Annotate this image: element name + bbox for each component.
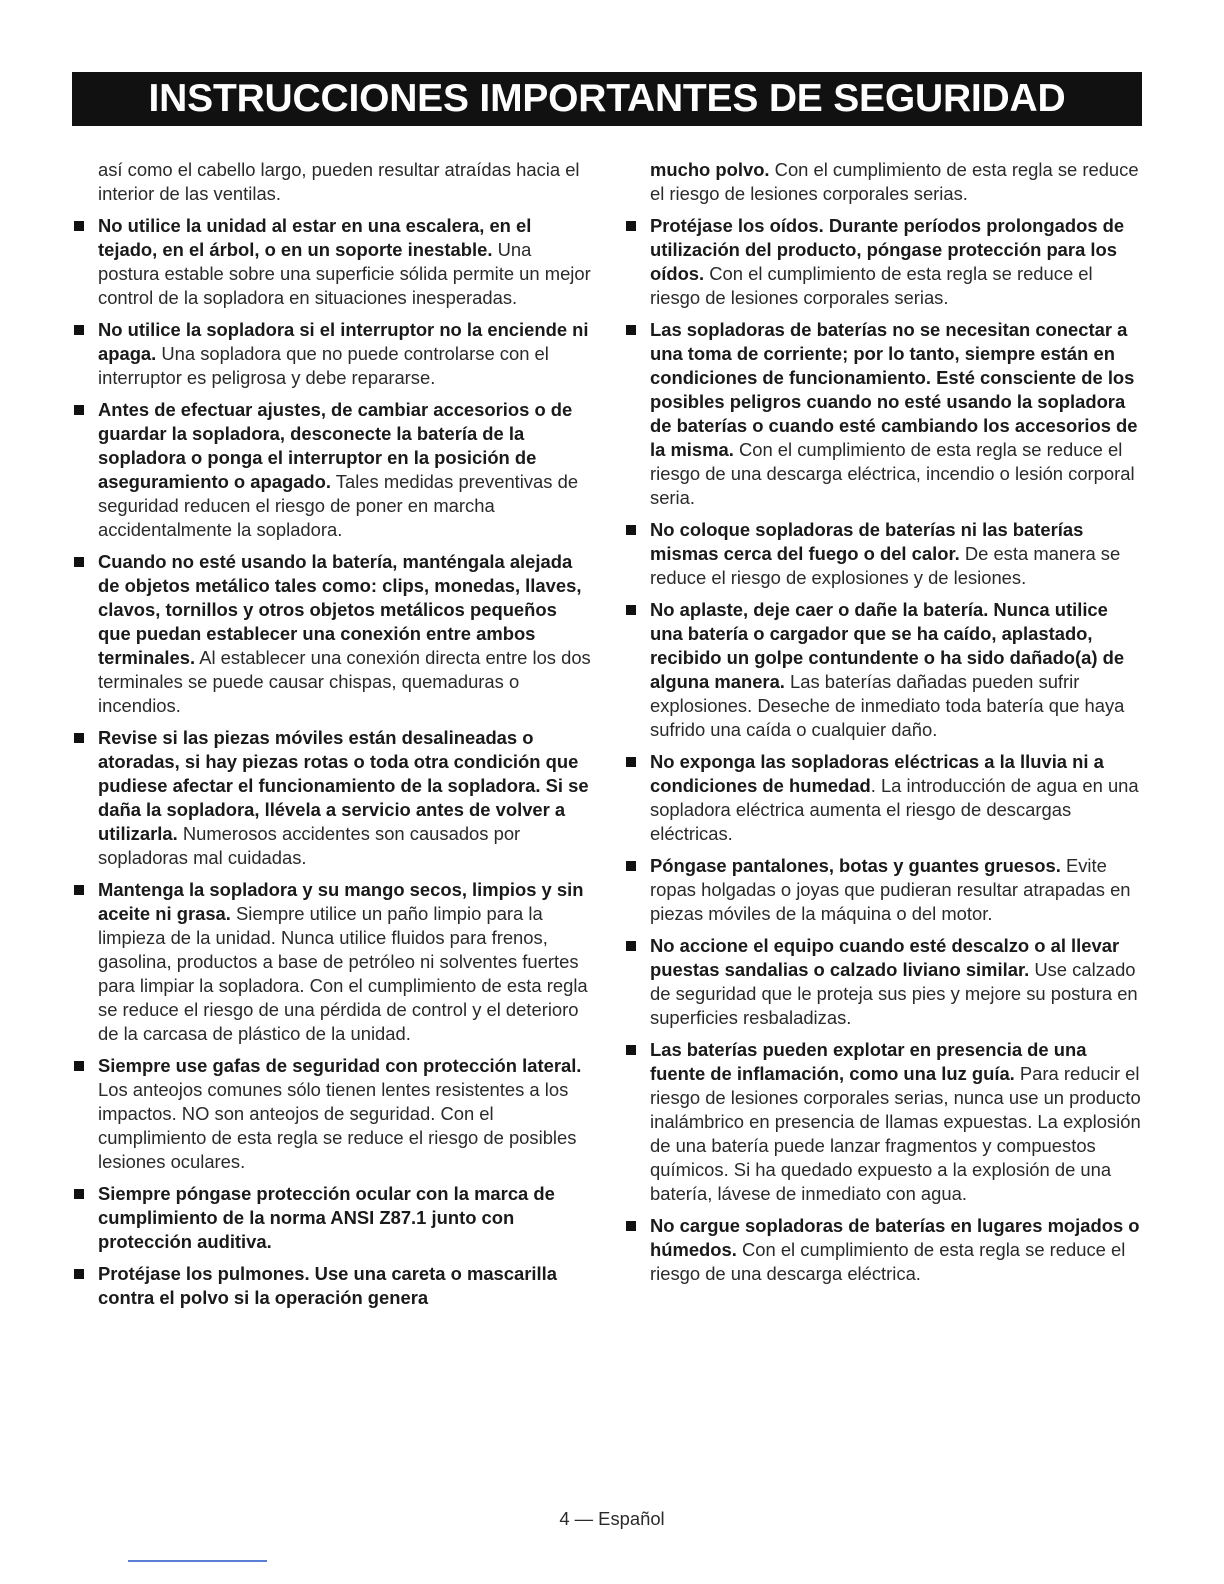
square-bullet-icon [626, 1221, 636, 1231]
safety-item [624, 598, 1144, 742]
continued-bold: mucho polvo. [650, 159, 770, 180]
square-bullet-icon [626, 221, 636, 231]
safety-item [72, 878, 592, 1046]
safety-item-heading: No cargue sopladoras de baterías en lugares mojados o húmedos. [650, 1215, 1140, 1260]
safety-item [72, 726, 592, 870]
continued-text: Con el cumplimiento de esta regla se reduce el riesgo de lesiones corporales serias. [650, 159, 1139, 204]
safety-item [624, 318, 1144, 510]
safety-item [72, 398, 592, 542]
square-bullet-icon [626, 1045, 636, 1055]
safety-item-text: Una sopladora que no puede controlarse con el interruptor es peligrosa y debe repararse. [98, 343, 549, 388]
page-title-banner: INSTRUCCIONES IMPORTANTES DE SEGURIDAD [72, 72, 1142, 126]
safety-item-heading: Mantenga la sopladora y su mango secos, limpios y sin aceite ni grasa. [98, 879, 584, 924]
safety-item-heading: Las sopladoras de baterías no se necesitan conectar a una toma de corriente; por lo tanto, siempre están en condiciones de funcionamiento. Esté consciente de los posibles peligros cuando no esté usando la sopladora de baterías o cuando esté cambiando los accesorios de la misma. [650, 319, 1138, 460]
safety-item-heading: Antes de efectuar ajustes, de cambiar accesorios o de guardar la sopladora, desconecte la batería de la sopladora o ponga el interruptor en la posición de aseguramiento o apagado. [98, 399, 573, 492]
safety-item [624, 214, 1144, 310]
square-bullet-icon [74, 325, 84, 335]
square-bullet-icon [74, 733, 84, 743]
safety-item-heading: Protéjase los pulmones. Use una careta o mascarilla contra el polvo si la operación genera [98, 1263, 557, 1308]
safety-item-text: Con el cumplimiento de esta regla se reduce el riesgo de lesiones corporales serias. [650, 263, 1093, 308]
safety-item-text: Tales medidas preventivas de seguridad reducen el riesgo de poner en marcha accidentalmente la sopladora. [98, 471, 579, 540]
square-bullet-icon [74, 405, 84, 415]
safety-list-left [72, 214, 592, 1310]
continued-paragraph: así como el cabello largo, pueden resultar atraídas hacia el interior de las ventilas. [98, 159, 580, 204]
safety-item-text: Las baterías dañadas pueden sufrir explosiones. Deseche de inmediato toda batería que haya sufrido una caída o cualquier daño. [650, 671, 1125, 740]
safety-item [624, 854, 1144, 926]
safety-item [72, 550, 592, 718]
safety-item-heading: No exponga las sopladoras eléctricas a la lluvia ni a condiciones de humedad [650, 751, 1104, 796]
safety-item-text: Use calzado de seguridad que le proteja sus pies y mejore su postura en superficies resbaladizas. [650, 959, 1138, 1028]
page-footer: 4 — Español [559, 1508, 665, 1529]
safety-item-heading: No accione el equipo cuando esté descalzo o al llevar puestas sandalias o calzado liviano similar. [650, 935, 1120, 980]
left-column [72, 158, 592, 1318]
safety-item-heading: No aplaste, deje caer o dañe la batería. Nunca utilice una batería o cargador que se ha caído, aplastado, recibido un golpe contundente o ha sido dañado(a) de alguna manera. [650, 599, 1125, 692]
square-bullet-icon [626, 941, 636, 951]
safety-item [624, 518, 1144, 590]
square-bullet-icon [74, 885, 84, 895]
safety-item-text: . La introducción de agua en una sopladora eléctrica aumenta el riesgo de descargas eléctricas. [650, 775, 1139, 844]
safety-item-heading: Protéjase los oídos. Durante períodos prolongados de utilización del producto, póngase protección para los oídos. [650, 215, 1125, 284]
square-bullet-icon [626, 525, 636, 535]
safety-list-right [624, 214, 1144, 1286]
safety-item [624, 934, 1144, 1030]
footer-rule [128, 1560, 267, 1562]
safety-item [624, 750, 1144, 846]
safety-item-text: Numerosos accidentes son causados por sopladoras mal cuidadas. [98, 823, 521, 868]
square-bullet-icon [74, 1061, 84, 1071]
safety-item-text: Siempre utilice un paño limpio para la limpieza de la unidad. Nunca utilice fluidos para frenos, gasolina, productos a base de petróleo ni solventes fuertes para limpiar la sopladora. Con el cumplimiento de esta regla se reduce el riesgo de una pérdida de control y el deterioro de la carcasa de plástico de la unidad. [98, 903, 588, 1044]
safety-item [72, 1054, 592, 1174]
square-bullet-icon [74, 557, 84, 567]
right-column [624, 158, 1144, 1294]
safety-item [72, 214, 592, 310]
safety-item-text: De esta manera se reduce el riesgo de explosiones y de lesiones. [650, 543, 1121, 588]
square-bullet-icon [74, 1269, 84, 1279]
square-bullet-icon [626, 861, 636, 871]
safety-item-heading: Las baterías pueden explotar en presencia de una fuente de inflamación, como una luz guía. [650, 1039, 1087, 1084]
safety-item [72, 1182, 592, 1254]
safety-item-text: Al establecer una conexión directa entre los dos terminales se puede causar chispas, quemaduras o incendios. [98, 647, 591, 716]
safety-item [624, 1214, 1144, 1286]
safety-item [72, 318, 592, 390]
safety-item-heading: No utilice la sopladora si el interruptor no la enciende ni apaga. [98, 319, 589, 364]
safety-item-heading: Siempre use gafas de seguridad con protección lateral. [98, 1055, 582, 1076]
safety-item [72, 1262, 592, 1310]
safety-item-text: Con el cumplimiento de esta regla se reduce el riesgo de una descarga eléctrica. [650, 1239, 1126, 1284]
safety-item-heading: Siempre póngase protección ocular con la marca de cumplimiento de la norma ANSI Z87.1 junto con protección auditiva. [98, 1183, 555, 1252]
continued-paragraph [650, 158, 1144, 206]
safety-item-heading: Revise si las piezas móviles están desalineadas o atoradas, si hay piezas rotas o toda otra condición que pudiese afectar el funcionamiento de la sopladora. Si se daña la sopladora, llévela a servicio antes de volver a utilizarla. [98, 727, 589, 844]
safety-item-heading: Póngase pantalones, botas y guantes gruesos. [650, 855, 1061, 876]
safety-item-text: Para reducir el riesgo de lesiones corporales serias, nunca use un producto inalámbrico en presencia de llamas expuestas. La explosión de una batería puede lanzar fragmentos y compuestos químicos. Si ha quedado expuesto a la explosión de una batería, lávese de inmediato con agua. [650, 1063, 1141, 1204]
square-bullet-icon [626, 757, 636, 767]
safety-item-heading: No utilice la unidad al estar en una escalera, en el tejado, en el árbol, o en un soporte inestable. [98, 215, 532, 260]
safety-item-text: Los anteojos comunes sólo tienen lentes resistentes a los impactos. NO son anteojos de seguridad. Con el cumplimiento de esta regla se reduce el riesgo de posibles lesiones oculares. [98, 1079, 577, 1172]
square-bullet-icon [74, 221, 84, 231]
safety-item-text: Evite ropas holgadas o joyas que pudieran resultar atrapadas en piezas móviles de la máquina o del motor. [650, 855, 1131, 924]
square-bullet-icon [74, 1189, 84, 1199]
square-bullet-icon [626, 325, 636, 335]
square-bullet-icon [626, 605, 636, 615]
safety-item-heading: No coloque sopladoras de baterías ni las baterías mismas cerca del fuego o del calor. [650, 519, 1084, 564]
safety-item-heading: Cuando no esté usando la batería, manténgala alejada de objetos metálico tales como: clips, monedas, llaves, clavos, tornillos y otros objetos metálicos pequeños que puedan establecer una conexión entre ambos terminales. [98, 551, 582, 668]
safety-item-text: Una postura estable sobre una superficie sólida permite un mejor control de la sopladora en situaciones inesperadas. [98, 239, 591, 308]
safety-item-text: Con el cumplimiento de esta regla se reduce el riesgo de una descarga eléctrica, incendio o lesión corporal seria. [650, 439, 1135, 508]
safety-item [624, 1038, 1144, 1206]
